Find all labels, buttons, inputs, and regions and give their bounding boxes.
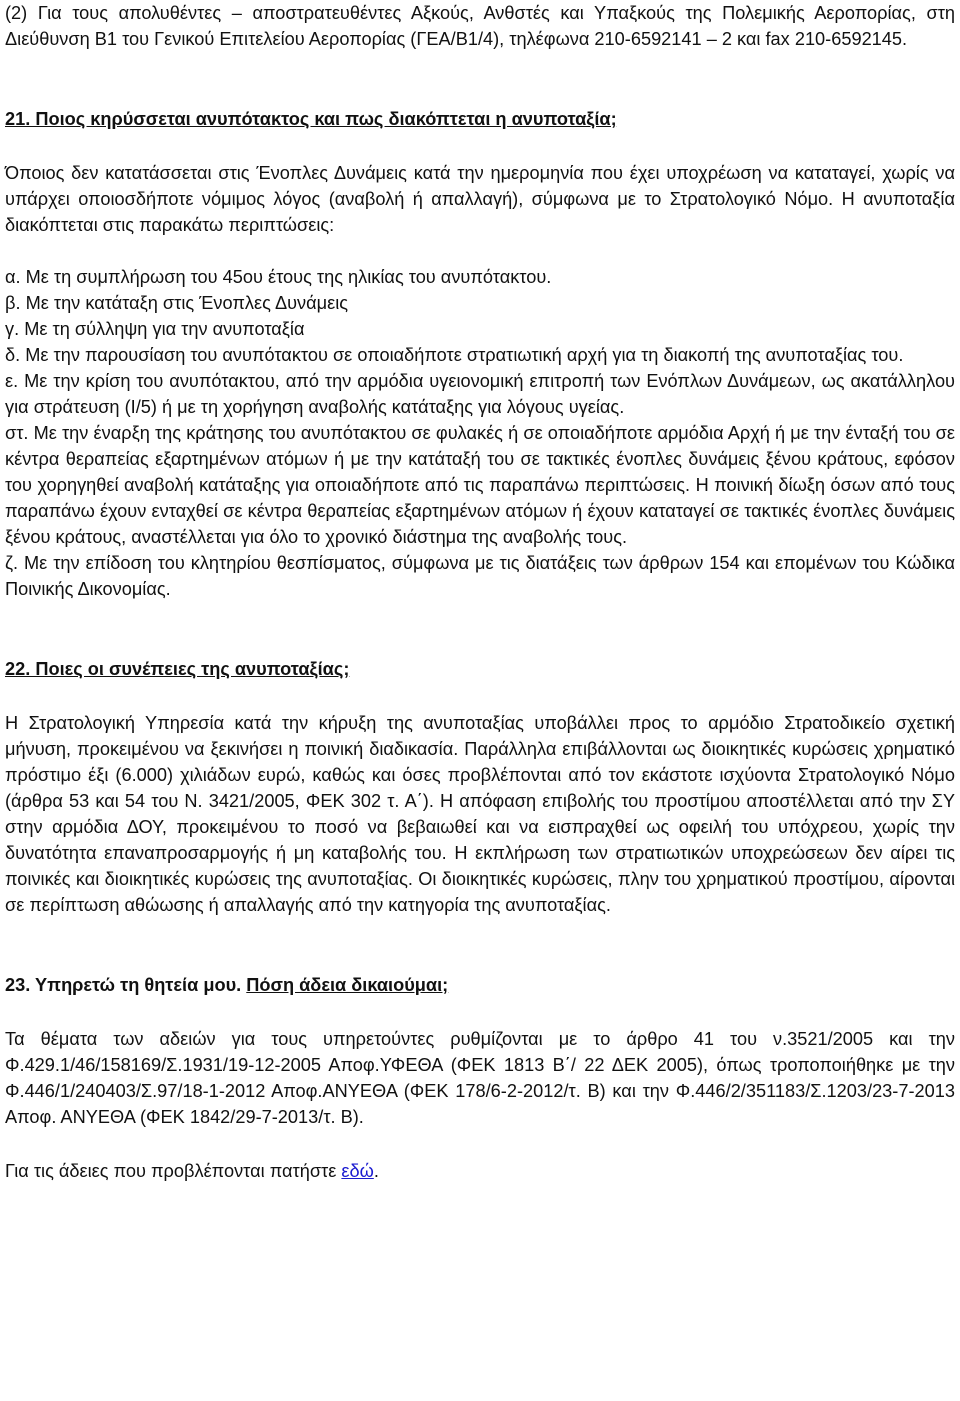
question-23-heading	[5, 972, 955, 998]
leave-more-prefix: Για τις άδειες που προβλέπονται πατήστε	[5, 1161, 342, 1181]
question-22-body: Η Στρατολογική Υπηρεσία κατά την κήρυξη της ανυποταξίας υποβάλλει προς το αρμόδιο Στρατοδικείο σχετική μήνυση, προκειμένου να ξεκινήσει η ποινική διαδικασία. Παράλληλα επιβάλλονται ως διοικητικές κυρώσεις χρηματικό πρόστιμο έξι (6.000) χιλιάδων ευρώ, καθώς και όσες προβλέπονται από τον εκάστοτε ισχύοντα Στρατολογικό Νόμο (άρθρα 53 και 54 του Ν. 3421/2005, ΦΕΚ 302 τ. Α΄). Η απόφαση επιβολής του προστίμου αποστέλλεται από την ΣΥ στην αρμόδια ΔΟΥ, προκειμένου το ποσό να βεβαιωθεί και να εισπραχθεί ως οφειλή του υπόχρεου, χωρίς την δυνατότητα επαναπροσαρμογής ή μη καταβολής του. Η εκπλήρωση των στρατιωτικών υποχρεώσεων δεν αίρει τις ποινικές και διοικητικές κυρώσεις της ανυποταξίας. Οι διοικητικές κυρώσεις, πλην του χρηματικού προστίμου, αίρονται σε περίπτωση αθώωσης ή απαλλαγής από την κατηγορία της ανυποταξίας.	[5, 713, 955, 915]
question-21-heading: 21. Ποιος κηρύσσεται ανυπότακτος και πως διακόπτεται η ανυποταξία;	[5, 109, 617, 129]
list-item-a: α. Με τη συμπλήρωση του 45ου έτους της ηλικίας του ανυπότακτου.	[5, 267, 552, 287]
list-item-z: ζ. Με την επίδοση του κλητηρίου θεσπίσματος, σύμφωνα με τις διατάξεις των άρθρων 154 και επομένων του Κώδικα Ποινικής Δικονομίας.	[5, 553, 955, 599]
question-23-heading-underlined: Πόση άδεια δικαιούμαι;	[246, 975, 449, 995]
question-23-body: Τα θέματα των αδειών για τους υπηρετούντες ρυθμίζονται με το άρθρο 41 του ν.3521/2005 και την Φ.429.1/46/158169/Σ.1931/19-12-2005 Αποφ.ΥΦΕΘΑ (ΦΕΚ 1813 Β΄/ 22 ΔΕΚ 2005), όπως τροποποιήθηκε με την Φ.446/1/240403/Σ.97/18-1-2012 Αποφ.ΑΝΥΕΘΑ (ΦΕΚ 178/6-2-2012/τ. Β) και την Φ.446/2/351183/Σ.1203/23-7-2013 Αποφ. ΑΝΥΕΘΑ (ΦΕΚ 1842/29-7-2013/τ. Β).	[5, 1029, 955, 1127]
question-22-heading: 22. Ποιες οι συνέπειες της ανυποταξίας;	[5, 659, 350, 679]
question-23-heading-plain: 23. Υπηρετώ τη θητεία μου.	[5, 975, 247, 995]
list-item-e: ε. Με την κρίση του ανυπότακτου, από την αρμόδια υγειονομική επιτροπή των Ενόπλων Δυνάμεων, ως ακατάλληλου για στράτευση (Ι/5) ή με τη χορήγηση αναβολής κατάταξης για λόγους υγείας.	[5, 371, 955, 417]
list-item-c: γ. Με τη σύλληψη για την ανυποταξία	[5, 319, 305, 339]
leave-more-info	[5, 1158, 955, 1184]
list-item-d: δ. Με την παρουσίαση του ανυπότακτου σε οποιαδήποτε στρατιωτική αρχή για τη διακοπή της ανυποταξίας του.	[5, 345, 904, 365]
list-item-b: β. Με την κατάταξη στις Ένοπλες Δυνάμεις	[5, 293, 349, 313]
leave-more-suffix: .	[373, 1161, 379, 1181]
document-page	[5, 0, 955, 1184]
contact-note: (2) Για τους απολυθέντες – αποστρατευθέντες Αξκούς, Ανθστές και Υπαξκούς της Πολεμικής Αεροπορίας, στη Διεύθυνση Β1 του Γενικού Επιτελείου Αεροπορίας (ΓΕΑ/Β1/4), τηλέφωνα 210-6592141 – 2 και fax 210-6592145.	[5, 3, 955, 49]
list-item-st: στ. Με την έναρξη της κράτησης του ανυπότακτου σε φυλακές ή σε οποιαδήποτε αρμόδια Αρχή ή με την ένταξή του σε κέντρα θεραπείας εξαρτημένων ατόμων ή με την κατάταξή του σε τακτικές ένοπλες δυνάμεις ξένου κράτους, εφόσον του χορηγηθεί αναβολή κατάταξης για οποιαδήποτε από τις παραπάνω περιπτώσεις. Η ποινική δίωξη όσων από τους παραπάνω έχουν ενταχθεί σε κέντρα θεραπείας εξαρτημένων ατόμων ή έχουν καταταγεί σε τακτικές ένοπλες δυνάμεις ξένου κράτους, αναστέλλεται για όλο το χρονικό διάστημα της αναβολής τους.	[5, 423, 955, 547]
question-21-intro: Όποιος δεν κατατάσσεται στις Ένοπλες Δυνάμεις κατά την ημερομηνία που έχει υποχρέωση να καταταγεί, χωρίς να υπάρχει οποιοσδήποτε νόμιμος λόγος (αναβολή ή απαλλαγή), σύμφωνα με το Στρατολογικό Νόμο. Η ανυποταξία διακόπτεται στις παρακάτω περιπτώσεις:	[5, 163, 955, 235]
leave-info-link[interactable]: εδώ	[341, 1161, 374, 1181]
